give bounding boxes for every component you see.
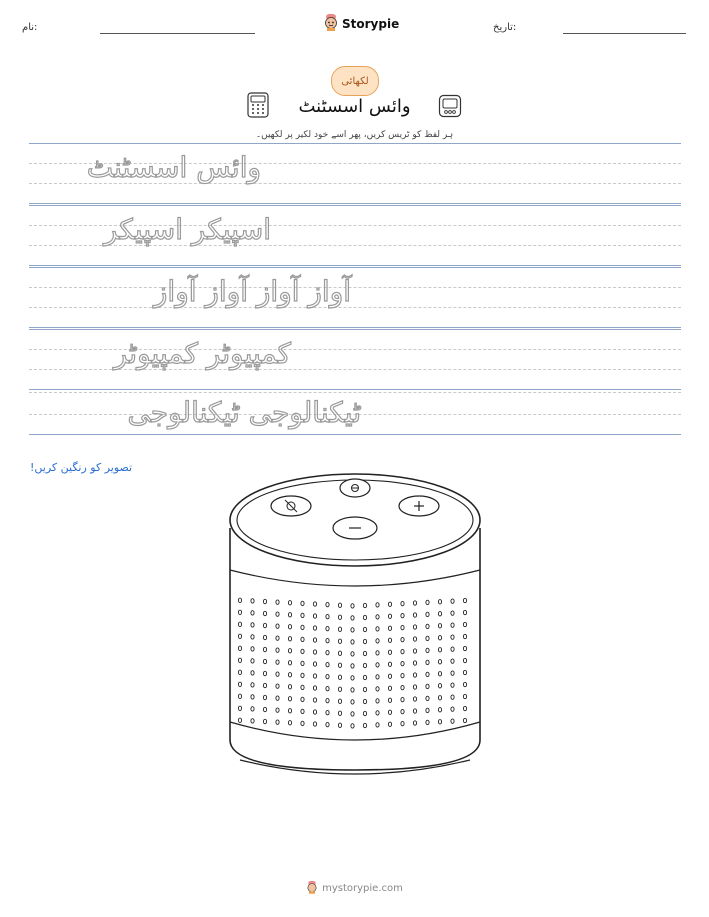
footer-site[interactable]: mystorypie.com <box>322 883 403 894</box>
date-line[interactable] <box>563 33 686 34</box>
smart-speaker-illustration[interactable] <box>224 470 486 794</box>
brand <box>323 13 399 34</box>
footer <box>0 880 709 897</box>
instruction-text: ہر لفظ کو ٹریس کریں، پھر اسے خود لکیر پر لکھیں۔ <box>255 130 454 140</box>
mute-icon <box>271 496 311 516</box>
trace-word: اسپیکر اسپیکر <box>103 213 271 246</box>
volume-down-icon <box>333 517 377 539</box>
date-label: تاریخ: <box>493 22 517 33</box>
trace-word: وائس اسسٹنٹ <box>86 151 261 184</box>
action-icon <box>340 479 370 497</box>
smart-device-icon <box>438 94 462 122</box>
category-badge: لکھائی <box>331 66 379 96</box>
trace-row[interactable] <box>29 143 681 205</box>
name-line[interactable] <box>100 33 255 34</box>
trace-word: آواز آواز آواز آواز <box>153 275 351 308</box>
colour-prompt: تصویر کو رنگین کریں! <box>30 461 133 474</box>
storypie-logo-icon <box>323 13 339 34</box>
trace-row[interactable] <box>29 372 681 436</box>
name-label: نام: <box>22 22 38 33</box>
trace-word: کمپیوٹر کمپیوٹر <box>113 337 291 370</box>
trace-row[interactable] <box>29 205 681 267</box>
storypie-logo-icon <box>306 880 318 897</box>
trace-word: ٹیکنالوجی ٹیکنالوجی <box>127 396 361 429</box>
brand-name: Storypie <box>342 16 400 31</box>
trace-row[interactable] <box>29 267 681 329</box>
page-title: وائس اسسٹنٹ <box>298 96 411 117</box>
volume-up-icon <box>399 496 439 516</box>
